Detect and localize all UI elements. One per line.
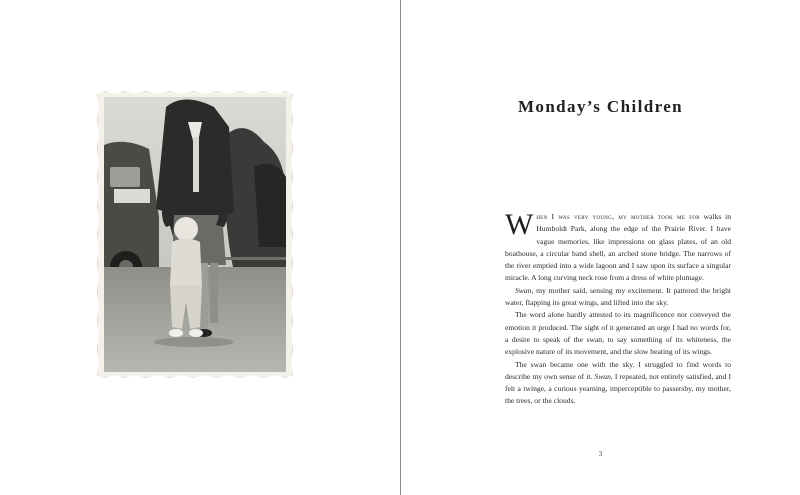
paragraph-4 xyxy=(505,359,731,408)
paragraph-2-text: my mother said, sensing my excitement. It pattered the bright water, flapping its great wings, and lifted into the sky. xyxy=(505,285,731,308)
vintage-photograph xyxy=(97,91,293,378)
opening-small-caps: hen I was very young, my mother took me for xyxy=(536,212,700,221)
photograph-image xyxy=(104,97,286,372)
paragraph-1-text: walks in Humboldt Park, along the edge of the Prairie River. I have vague memories, like impressions on glass plates, of an old boathouse, a circular band shell, an arched stone bridge. The narrows of the river emptied into a wide lagoon and I saw upon its surface a singular miracle. A long curving neck rose from a dress of white plumage. xyxy=(505,212,732,283)
swan-word-2: Swan, xyxy=(594,371,613,381)
paragraph-4-text: I repeated, not entirely satisfied, and I felt a twinge, a curious yearning, imperceptible to passersby, my mother, the trees, or the clouds. xyxy=(505,371,731,406)
paragraph-1 xyxy=(505,208,732,285)
paragraph-2 xyxy=(505,285,731,310)
swan-word: Swan, xyxy=(515,285,534,295)
chapter-title: Monday’s Children xyxy=(517,97,684,116)
chapter-body xyxy=(505,208,732,408)
paragraph-3: The word alone hardly attested to its magnificence nor conveyed the emotion it produced. The sight of it generated an urge I had no words for, a desire to speak of the swan, to say something of its whiteness, the explosive nature of its movement, and the slow beating of its wings. xyxy=(505,310,731,357)
page-number: 3 xyxy=(598,450,603,458)
drop-cap: W xyxy=(505,208,534,241)
paragraph-4-start: The swan became one with the sky. I struggled to find words to describe my own sense of it. xyxy=(505,359,731,381)
